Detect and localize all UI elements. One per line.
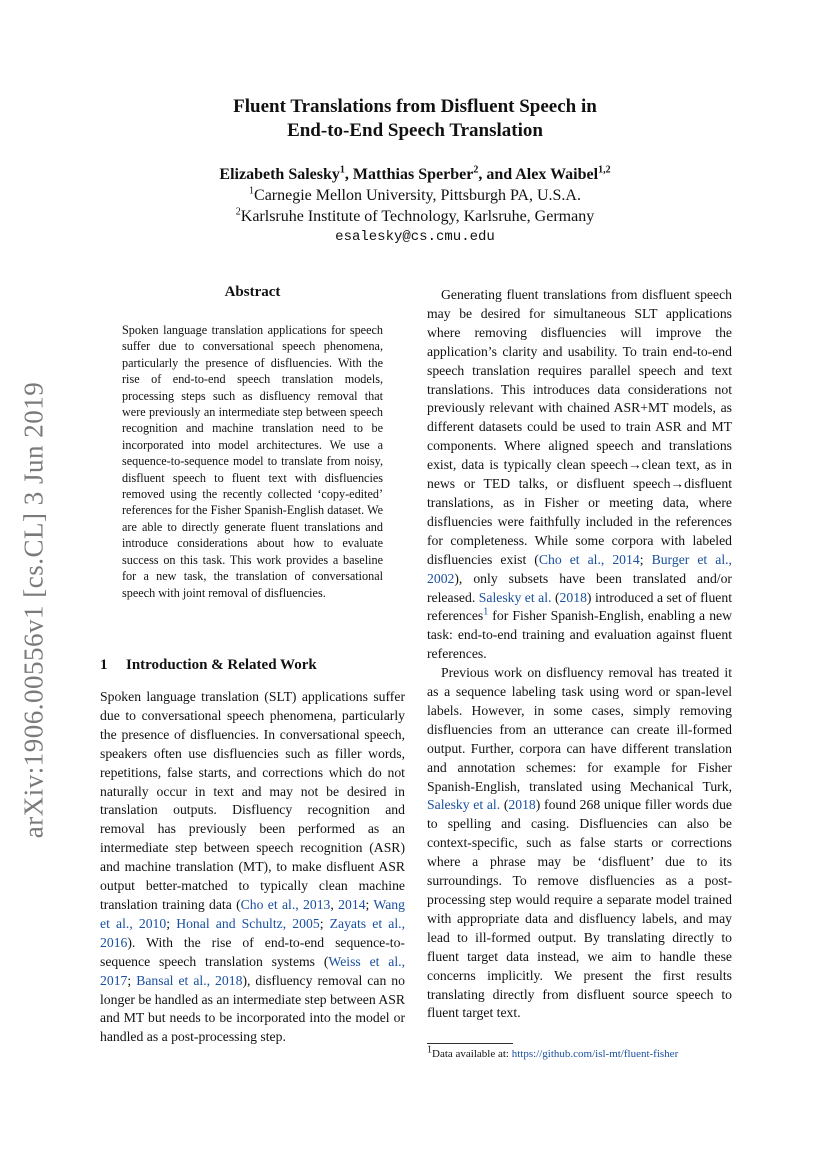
p2-text-c: ) introduced a set of fluent references	[427, 589, 733, 624]
affiliation-1-mark: 1	[249, 185, 255, 197]
footnote-rule	[427, 1043, 513, 1044]
citation-salesky-2018-b-year[interactable]: 2018	[508, 797, 536, 813]
title-line-1: Fluent Translations from Disfluent Speech in	[233, 96, 597, 117]
author-names	[100, 164, 730, 185]
citation-honal-2005[interactable]: Honal and Schultz, 2005	[176, 915, 320, 931]
author-2: Matthias Sperber	[352, 166, 474, 183]
author-2-affil: 2	[473, 164, 479, 176]
section-1-title: Introduction & Related Work	[126, 657, 317, 673]
citation-cho-2013[interactable]: Cho et al., 2013	[240, 896, 331, 912]
arxiv-sidebar	[14, 380, 54, 840]
author-email: esalesky@cs.cmu.edu	[335, 229, 495, 245]
footnote-1	[427, 1044, 679, 1061]
intro-paragraph-1	[100, 688, 405, 1047]
footnote-1-number: 1	[427, 1044, 432, 1056]
p1-sep-3: ;	[166, 915, 177, 931]
section-1-heading	[100, 657, 317, 674]
affiliation-1-text: Carnegie Mellon University, Pittsburgh PA, U.S.A.	[254, 187, 581, 204]
p3-text-a: Previous work on disfluency removal has treated it as a sequence labeling task using word or span-level labels. However, in some cases, simply removing disfluencies from an utterance can create ill-formed output. Further, corpora can have different translation and annotation schemes: for example for Fisher Spanish-English, translated using Mechanical Turk,	[427, 665, 732, 794]
author-block	[100, 164, 730, 248]
footnote-1-marker[interactable]: 1	[483, 606, 489, 618]
title-line-2: End-to-End Speech Translation	[287, 120, 543, 141]
p2-sep-1: ;	[639, 551, 652, 567]
p1-text-c: ), disfluency removal can no longer be handled as an intermediate step between ASR and MT but needs to be incorporated into the model or handled as a post-processing step.	[100, 972, 405, 1045]
affiliation-1	[100, 185, 730, 206]
arxiv-id: arXiv:1906.00556v1 [cs.CL] 3 Jun 2019	[18, 381, 49, 839]
citation-cho-2014-short[interactable]: 2014	[338, 896, 366, 912]
abstract-heading: Abstract	[224, 284, 281, 300]
citation-salesky-2018-b[interactable]: Salesky et al.	[427, 797, 501, 813]
p1-sep-1: ,	[330, 896, 339, 912]
p2-text-a: Generating fluent translations from disfluent speech may be desired for simultaneous SLT applications where removing disfluencies will improve the application’s clarity and usability. To train end-to-end speech translation requires parallel speech and text translations. This introduces data considerations not previously relevant with chained ASR+MT models, as different datasets could be used to train ASR and MT components. Where aligned speech and translations exist, data is typically clean speech→clean text, as in news or TED talks, or disfluent speech→disfluent translations, as in Fisher or meeting data, where disfluencies were faithfully included in the references for completeness. While some corpora with labeled disfluencies exist (	[427, 287, 732, 567]
abstract-text: Spoken language translation applications for speech suffer due to conversational speech phenomena, particularly the presence of disfluencies. With the rise of end-to-end speech translation models, processing steps such as disfluency removal that were previously an intermediate step between speech recognition and machine translation need to be incorporated into model architectures. We use a sequence-to-sequence model to translate from noisy, disfluent speech to fluent text with disfluencies removed using the recently collected ‘copy-edited’ references for the Fisher Spanish-English dataset. We are able to directly generate fluent translations and introduce considerations about how to evaluate success on this task. This work provides a baseline for a new task, the translation of conversational speech with joint removal of disfluencies.	[122, 323, 383, 600]
citation-zayats-2016[interactable]: Zayats et al., 2016	[100, 915, 405, 950]
p1-text-b: ). With the rise of end-to-end sequence-to-sequence speech translation systems (	[100, 934, 405, 969]
p1-sep-2: ;	[365, 896, 374, 912]
paper-title	[100, 95, 730, 143]
citation-cho-2014[interactable]: Cho et al., 2014	[538, 551, 640, 567]
citation-bansal-2018[interactable]: Bansal et al., 2018	[136, 972, 243, 988]
left-column-body	[100, 688, 405, 1047]
author-3: Alex Waibel	[515, 166, 599, 183]
citation-salesky-2018-a-year[interactable]: 2018	[559, 589, 587, 605]
affiliation-2-mark: 2	[235, 206, 241, 218]
author-sep-1: ,	[344, 166, 353, 183]
p1-text-a: Spoken language translation (SLT) applications suffer due to conversational speech phenomena, particularly the presence of disfluencies. In conversational speech, speakers often use disfluencies such as filler words, repetitions, false starts, and corrections which do not naturally occur in text and may not be desired in translation outputs. Disfluency recognition and removal has previously been performed as an intermediate step between speech recognition (ASR) and machine translation (MT), to make disfluent ASR output better-matched to typically clean machine translation training data (	[100, 689, 405, 912]
p1-sep-4: ;	[319, 915, 330, 931]
p3-sep-1: (	[500, 797, 509, 813]
p2-text-b: ), only subsets have been translated and/or released.	[427, 570, 732, 605]
section-1-number: 1	[100, 657, 108, 673]
p1-sep-5: ;	[127, 972, 137, 988]
author-3-affil: 1,2	[598, 164, 611, 176]
author-1: Elizabeth Salesky	[219, 166, 340, 183]
right-column-body	[427, 286, 732, 1023]
affiliation-2	[100, 206, 730, 227]
intro-paragraph-2	[427, 286, 732, 664]
affiliation-2-text: Karlsruhe Institute of Technology, Karlsruhe, Germany	[240, 208, 595, 225]
author-1-affil: 1	[339, 164, 345, 176]
p3-text-b: ) found 268 unique filler words due to spelling and casing. Disfluencies can also be context-specific, such as false starts or corrections where a phrase may be ‘disfluent’ due to its surroundings. To remove disfluencies as a post-processing step would require a separate model trained with appropriate data and disfluency labels, and may lead to ill-formed output. By translating directly to fluent target data instead, we aim to handle these concerns implicitly. We present the first results translating directly from disfluent source speech to fluent target text.	[427, 797, 732, 1021]
intro-paragraph-3	[427, 664, 732, 1023]
citation-weiss-2017[interactable]: Weiss et al., 2017	[100, 953, 405, 988]
footnote-1-link[interactable]: https://github.com/isl-mt/fluent-fisher	[511, 1048, 679, 1060]
citation-salesky-2018-a[interactable]: Salesky et al.	[478, 589, 552, 605]
author-sep-2: , and	[478, 166, 516, 183]
citation-wang-2010[interactable]: Wang et al., 2010	[100, 896, 405, 931]
p2-sep-2: (	[551, 589, 560, 605]
footnote-1-label: Data available at:	[432, 1048, 512, 1060]
p2-text-d: for Fisher Spanish-English, enabling a new task: end-to-end training and evaluation against fluent references.	[427, 608, 732, 662]
citation-burger-2002[interactable]: Burger et al., 2002	[427, 551, 732, 586]
